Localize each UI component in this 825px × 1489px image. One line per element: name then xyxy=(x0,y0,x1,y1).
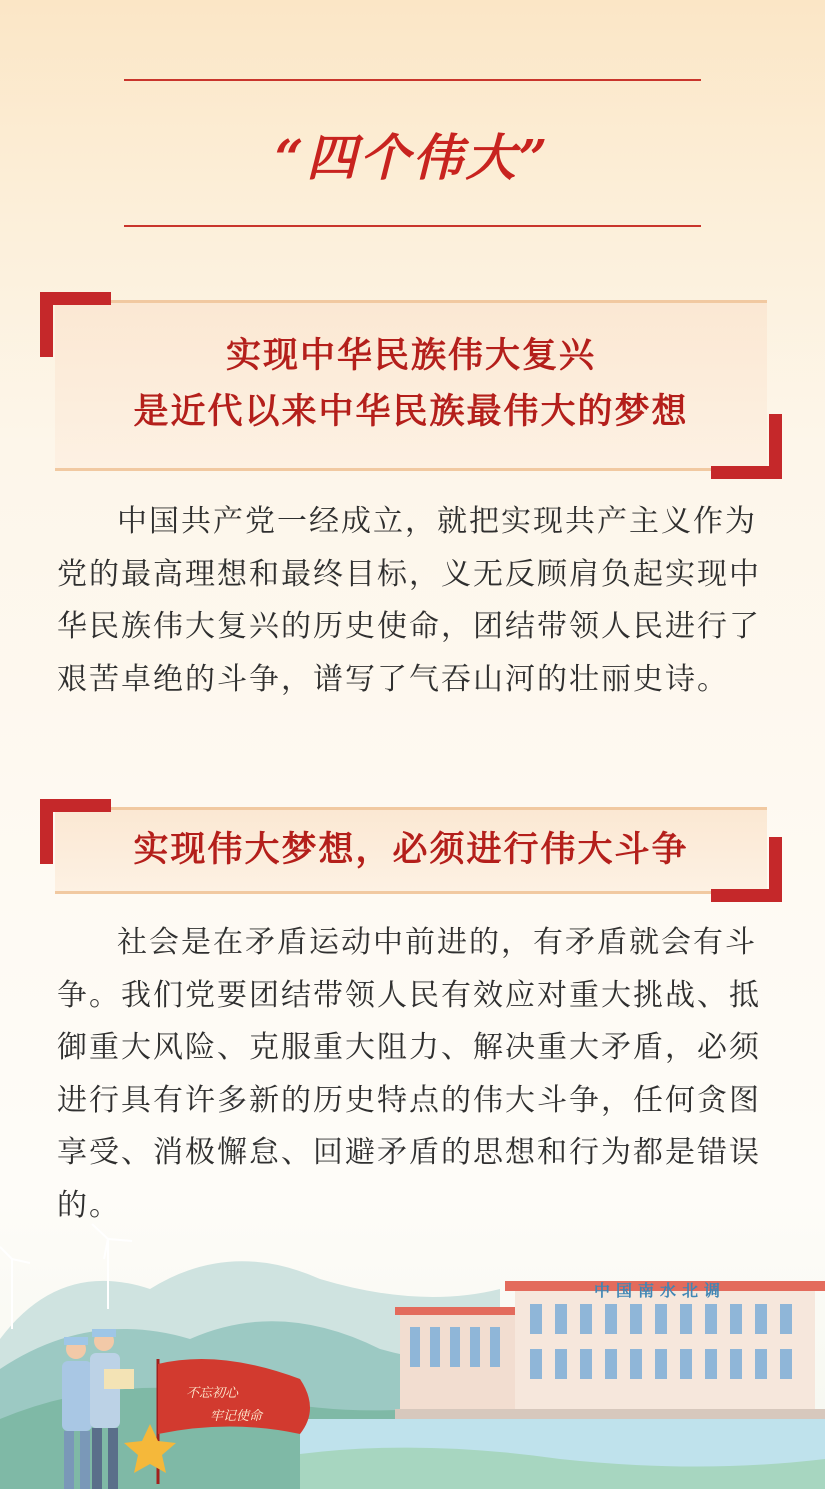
section-2-banner xyxy=(40,799,782,902)
section-1-banner xyxy=(40,292,782,479)
title-top-rule xyxy=(124,79,701,81)
svg-text:牢记使命: 牢记使命 xyxy=(210,1409,263,1424)
svg-text:不忘初心: 不忘初心 xyxy=(186,1386,239,1401)
title-bottom-rule xyxy=(124,225,701,227)
building-sign: 中国南水北调 xyxy=(594,1281,727,1300)
page-title: “四个伟大” xyxy=(274,128,551,187)
landscape-illustration xyxy=(0,1219,825,1489)
section-2-body: 社会是在矛盾运动中前进的，有矛盾就会有斗争。我们党要团结带领人民有效应对重大挑战、抵御重大风险、克服重大阻力、解决重大矛盾，必须进行具有许多新的历史特点的伟大斗争，任何贪图享受、消极懈怠、回避矛盾的思想和行为都是错误的。 xyxy=(57,925,761,1223)
section-2-heading: 实现伟大梦想，必须进行伟大斗争 xyxy=(133,830,689,870)
section-1-heading-line-2: 是近代以来中华民族最伟大的梦想 xyxy=(133,392,689,432)
section-1-heading-line-1: 实现中华民族伟大复兴 xyxy=(225,336,596,376)
section-1-body: 中国共产党一经成立，就把实现共产主义作为党的最高理想和最终目标，义无反顾肩负起实现中华民族伟大复兴的历史使命，团结带领人民进行了艰苦卓绝的斗争，谱写了气吞山河的壮丽史诗。 xyxy=(57,504,761,697)
